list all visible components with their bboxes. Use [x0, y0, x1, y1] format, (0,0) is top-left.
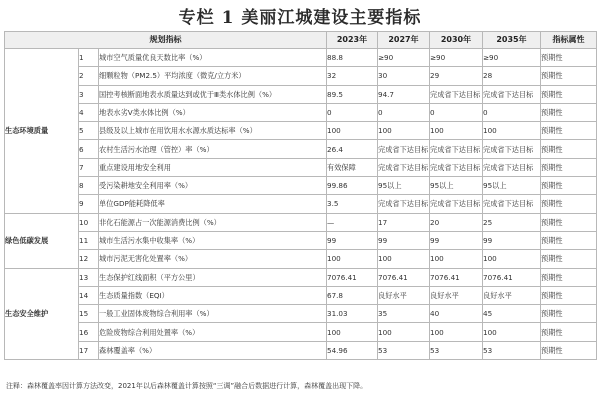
- category-cell: 绿色低碳发展: [5, 213, 79, 268]
- row-number: 11: [79, 231, 99, 249]
- table-row: [5, 85, 597, 103]
- value-2027: 100: [378, 323, 430, 341]
- header-indicator: 规划指标: [5, 32, 327, 49]
- table-row: [5, 140, 597, 158]
- value-2030: 完成省下达目标: [430, 140, 483, 158]
- value-2035: 95以上: [483, 177, 541, 195]
- value-2030: 完成省下达目标: [430, 195, 483, 213]
- value-2035: 0: [483, 103, 541, 121]
- value-2030: 40: [430, 305, 483, 323]
- value-2023: —: [327, 213, 378, 231]
- row-number: 4: [79, 103, 99, 121]
- value-2030: 95以上: [430, 177, 483, 195]
- value-2035: 良好水平: [483, 286, 541, 304]
- table-row: [5, 103, 597, 121]
- indicator-name: 危险废物综合利用处置率（%）: [99, 323, 327, 341]
- table-row: [5, 231, 597, 249]
- table-row: [5, 305, 597, 323]
- value-2035: ≥90: [483, 49, 541, 67]
- value-2023: 0: [327, 103, 378, 121]
- attribute-cell: 预期性: [541, 140, 597, 158]
- indicator-table: [4, 31, 597, 360]
- table-row: [5, 250, 597, 268]
- attribute-cell: 预期性: [541, 103, 597, 121]
- table-row: [5, 67, 597, 85]
- row-number: 1: [79, 49, 99, 67]
- value-2023: 有效保障: [327, 158, 378, 176]
- value-2023: 67.8: [327, 286, 378, 304]
- table-row: [5, 268, 597, 286]
- value-2035: 28: [483, 67, 541, 85]
- value-2027: 30: [378, 67, 430, 85]
- value-2030: 99: [430, 231, 483, 249]
- value-2035: 45: [483, 305, 541, 323]
- attribute-cell: 预期性: [541, 268, 597, 286]
- attribute-cell: 预期性: [541, 250, 597, 268]
- indicator-name: 城市污泥无害化处置率（%）: [99, 250, 327, 268]
- value-2035: 完成省下达目标: [483, 85, 541, 103]
- value-2023: 100: [327, 323, 378, 341]
- value-2035: 完成省下达目标: [483, 195, 541, 213]
- table-row: [5, 122, 597, 140]
- row-number: 2: [79, 67, 99, 85]
- indicator-name: 农村生活污水治理（管控）率（%）: [99, 140, 327, 158]
- value-2023: 100: [327, 122, 378, 140]
- table-row: [5, 323, 597, 341]
- value-2023: 3.5: [327, 195, 378, 213]
- row-number: 3: [79, 85, 99, 103]
- value-2027: 53: [378, 341, 430, 359]
- value-2023: 88.8: [327, 49, 378, 67]
- attribute-cell: 预期性: [541, 305, 597, 323]
- table-row: [5, 195, 597, 213]
- value-2027: 完成省下达目标: [378, 158, 430, 176]
- row-number: 10: [79, 213, 99, 231]
- header-2030: 2030年: [430, 32, 483, 49]
- value-2035: 100: [483, 323, 541, 341]
- attribute-cell: 预期性: [541, 195, 597, 213]
- value-2027: 95以上: [378, 177, 430, 195]
- attribute-cell: 预期性: [541, 286, 597, 304]
- table-row: [5, 49, 597, 67]
- value-2030: ≥90: [430, 49, 483, 67]
- value-2027: 94.7: [378, 85, 430, 103]
- indicator-name: 一般工业固体废物综合利用率（%）: [99, 305, 327, 323]
- value-2023: 100: [327, 250, 378, 268]
- indicator-name: 城市空气质量优良天数比率（%）: [99, 49, 327, 67]
- header-2027: 2027年: [378, 32, 430, 49]
- row-number: 12: [79, 250, 99, 268]
- footnote: 注释：森林覆盖率因计算方法改变，2021年以后森林覆盖计算按照“三调”融合后数据进行计算，森林覆盖出现下降。: [6, 382, 368, 390]
- value-2027: ≥90: [378, 49, 430, 67]
- row-number: 13: [79, 268, 99, 286]
- value-2030: 100: [430, 323, 483, 341]
- attribute-cell: 预期性: [541, 67, 597, 85]
- header-2035: 2035年: [483, 32, 541, 49]
- indicator-name: 细颗粒物（PM2.5）平均浓度（微克/立方米）: [99, 67, 327, 85]
- indicator-name: 森林覆盖率（%）: [99, 341, 327, 359]
- row-number: 6: [79, 140, 99, 158]
- value-2030: 53: [430, 341, 483, 359]
- value-2035: 53: [483, 341, 541, 359]
- attribute-cell: 预期性: [541, 231, 597, 249]
- value-2023: 99.86: [327, 177, 378, 195]
- indicator-name: 城市生活污水集中收集率（%）: [99, 231, 327, 249]
- indicator-name: 县级及以上城市在用饮用水水源水质达标率（%）: [99, 122, 327, 140]
- row-number: 14: [79, 286, 99, 304]
- attribute-cell: 预期性: [541, 49, 597, 67]
- attribute-cell: 预期性: [541, 122, 597, 140]
- value-2030: 20: [430, 213, 483, 231]
- attribute-cell: 预期性: [541, 177, 597, 195]
- row-number: 17: [79, 341, 99, 359]
- value-2035: 完成省下达目标: [483, 140, 541, 158]
- value-2030: 0: [430, 103, 483, 121]
- row-number: 16: [79, 323, 99, 341]
- attribute-cell: 预期性: [541, 85, 597, 103]
- attribute-cell: 预期性: [541, 158, 597, 176]
- value-2035: 99: [483, 231, 541, 249]
- indicator-name: 生态保护红线面积（平方公里）: [99, 268, 327, 286]
- value-2027: 100: [378, 250, 430, 268]
- table-body: [5, 49, 597, 360]
- header-attribute: 指标属性: [541, 32, 597, 49]
- value-2035: 100: [483, 122, 541, 140]
- value-2035: 25: [483, 213, 541, 231]
- table-row: [5, 286, 597, 304]
- value-2035: 100: [483, 250, 541, 268]
- table-row: [5, 177, 597, 195]
- row-number: 15: [79, 305, 99, 323]
- indicator-name: 受污染耕地安全利用率（%）: [99, 177, 327, 195]
- value-2023: 32: [327, 67, 378, 85]
- value-2027: 7076.41: [378, 268, 430, 286]
- value-2027: 完成省下达目标: [378, 195, 430, 213]
- value-2027: 良好水平: [378, 286, 430, 304]
- value-2023: 99: [327, 231, 378, 249]
- category-cell: 生态安全维护: [5, 268, 79, 359]
- indicator-name: 地表水劣V类水体比例（%）: [99, 103, 327, 121]
- attribute-cell: 预期性: [541, 341, 597, 359]
- table-row: [5, 213, 597, 231]
- value-2030: 100: [430, 122, 483, 140]
- header-2023: 2023年: [327, 32, 378, 49]
- value-2030: 完成省下达目标: [430, 158, 483, 176]
- value-2023: 7076.41: [327, 268, 378, 286]
- value-2030: 29: [430, 67, 483, 85]
- value-2030: 100: [430, 250, 483, 268]
- value-2027: 0: [378, 103, 430, 121]
- row-number: 7: [79, 158, 99, 176]
- value-2035: 完成省下达目标: [483, 158, 541, 176]
- value-2023: 31.03: [327, 305, 378, 323]
- value-2027: 35: [378, 305, 430, 323]
- indicator-name: 国控考核断面地表水质量达到或优于Ⅲ类水体比例（%）: [99, 85, 327, 103]
- value-2023: 54.96: [327, 341, 378, 359]
- value-2027: 完成省下达目标: [378, 140, 430, 158]
- category-cell: 生态环境质量: [5, 49, 79, 214]
- value-2027: 99: [378, 231, 430, 249]
- indicator-name: 非化石能源占一次能源消费比例（%）: [99, 213, 327, 231]
- row-number: 5: [79, 122, 99, 140]
- value-2023: 26.4: [327, 140, 378, 158]
- value-2030: 7076.41: [430, 268, 483, 286]
- indicator-name: 生态质量指数（EQI）: [99, 286, 327, 304]
- table-row: [5, 158, 597, 176]
- indicator-name: 单位GDP能耗降低率: [99, 195, 327, 213]
- row-number: 9: [79, 195, 99, 213]
- attribute-cell: 预期性: [541, 213, 597, 231]
- indicator-name: 重点建设用地安全利用: [99, 158, 327, 176]
- value-2035: 7076.41: [483, 268, 541, 286]
- value-2030: 良好水平: [430, 286, 483, 304]
- value-2030: 完成省下达目标: [430, 85, 483, 103]
- table-row: [5, 341, 597, 359]
- row-number: 8: [79, 177, 99, 195]
- attribute-cell: 预期性: [541, 323, 597, 341]
- value-2023: 89.5: [327, 85, 378, 103]
- value-2027: 17: [378, 213, 430, 231]
- table-header-row: [5, 32, 597, 49]
- page-title: 专栏 1 美丽江城建设主要指标: [178, 8, 422, 28]
- value-2027: 100: [378, 122, 430, 140]
